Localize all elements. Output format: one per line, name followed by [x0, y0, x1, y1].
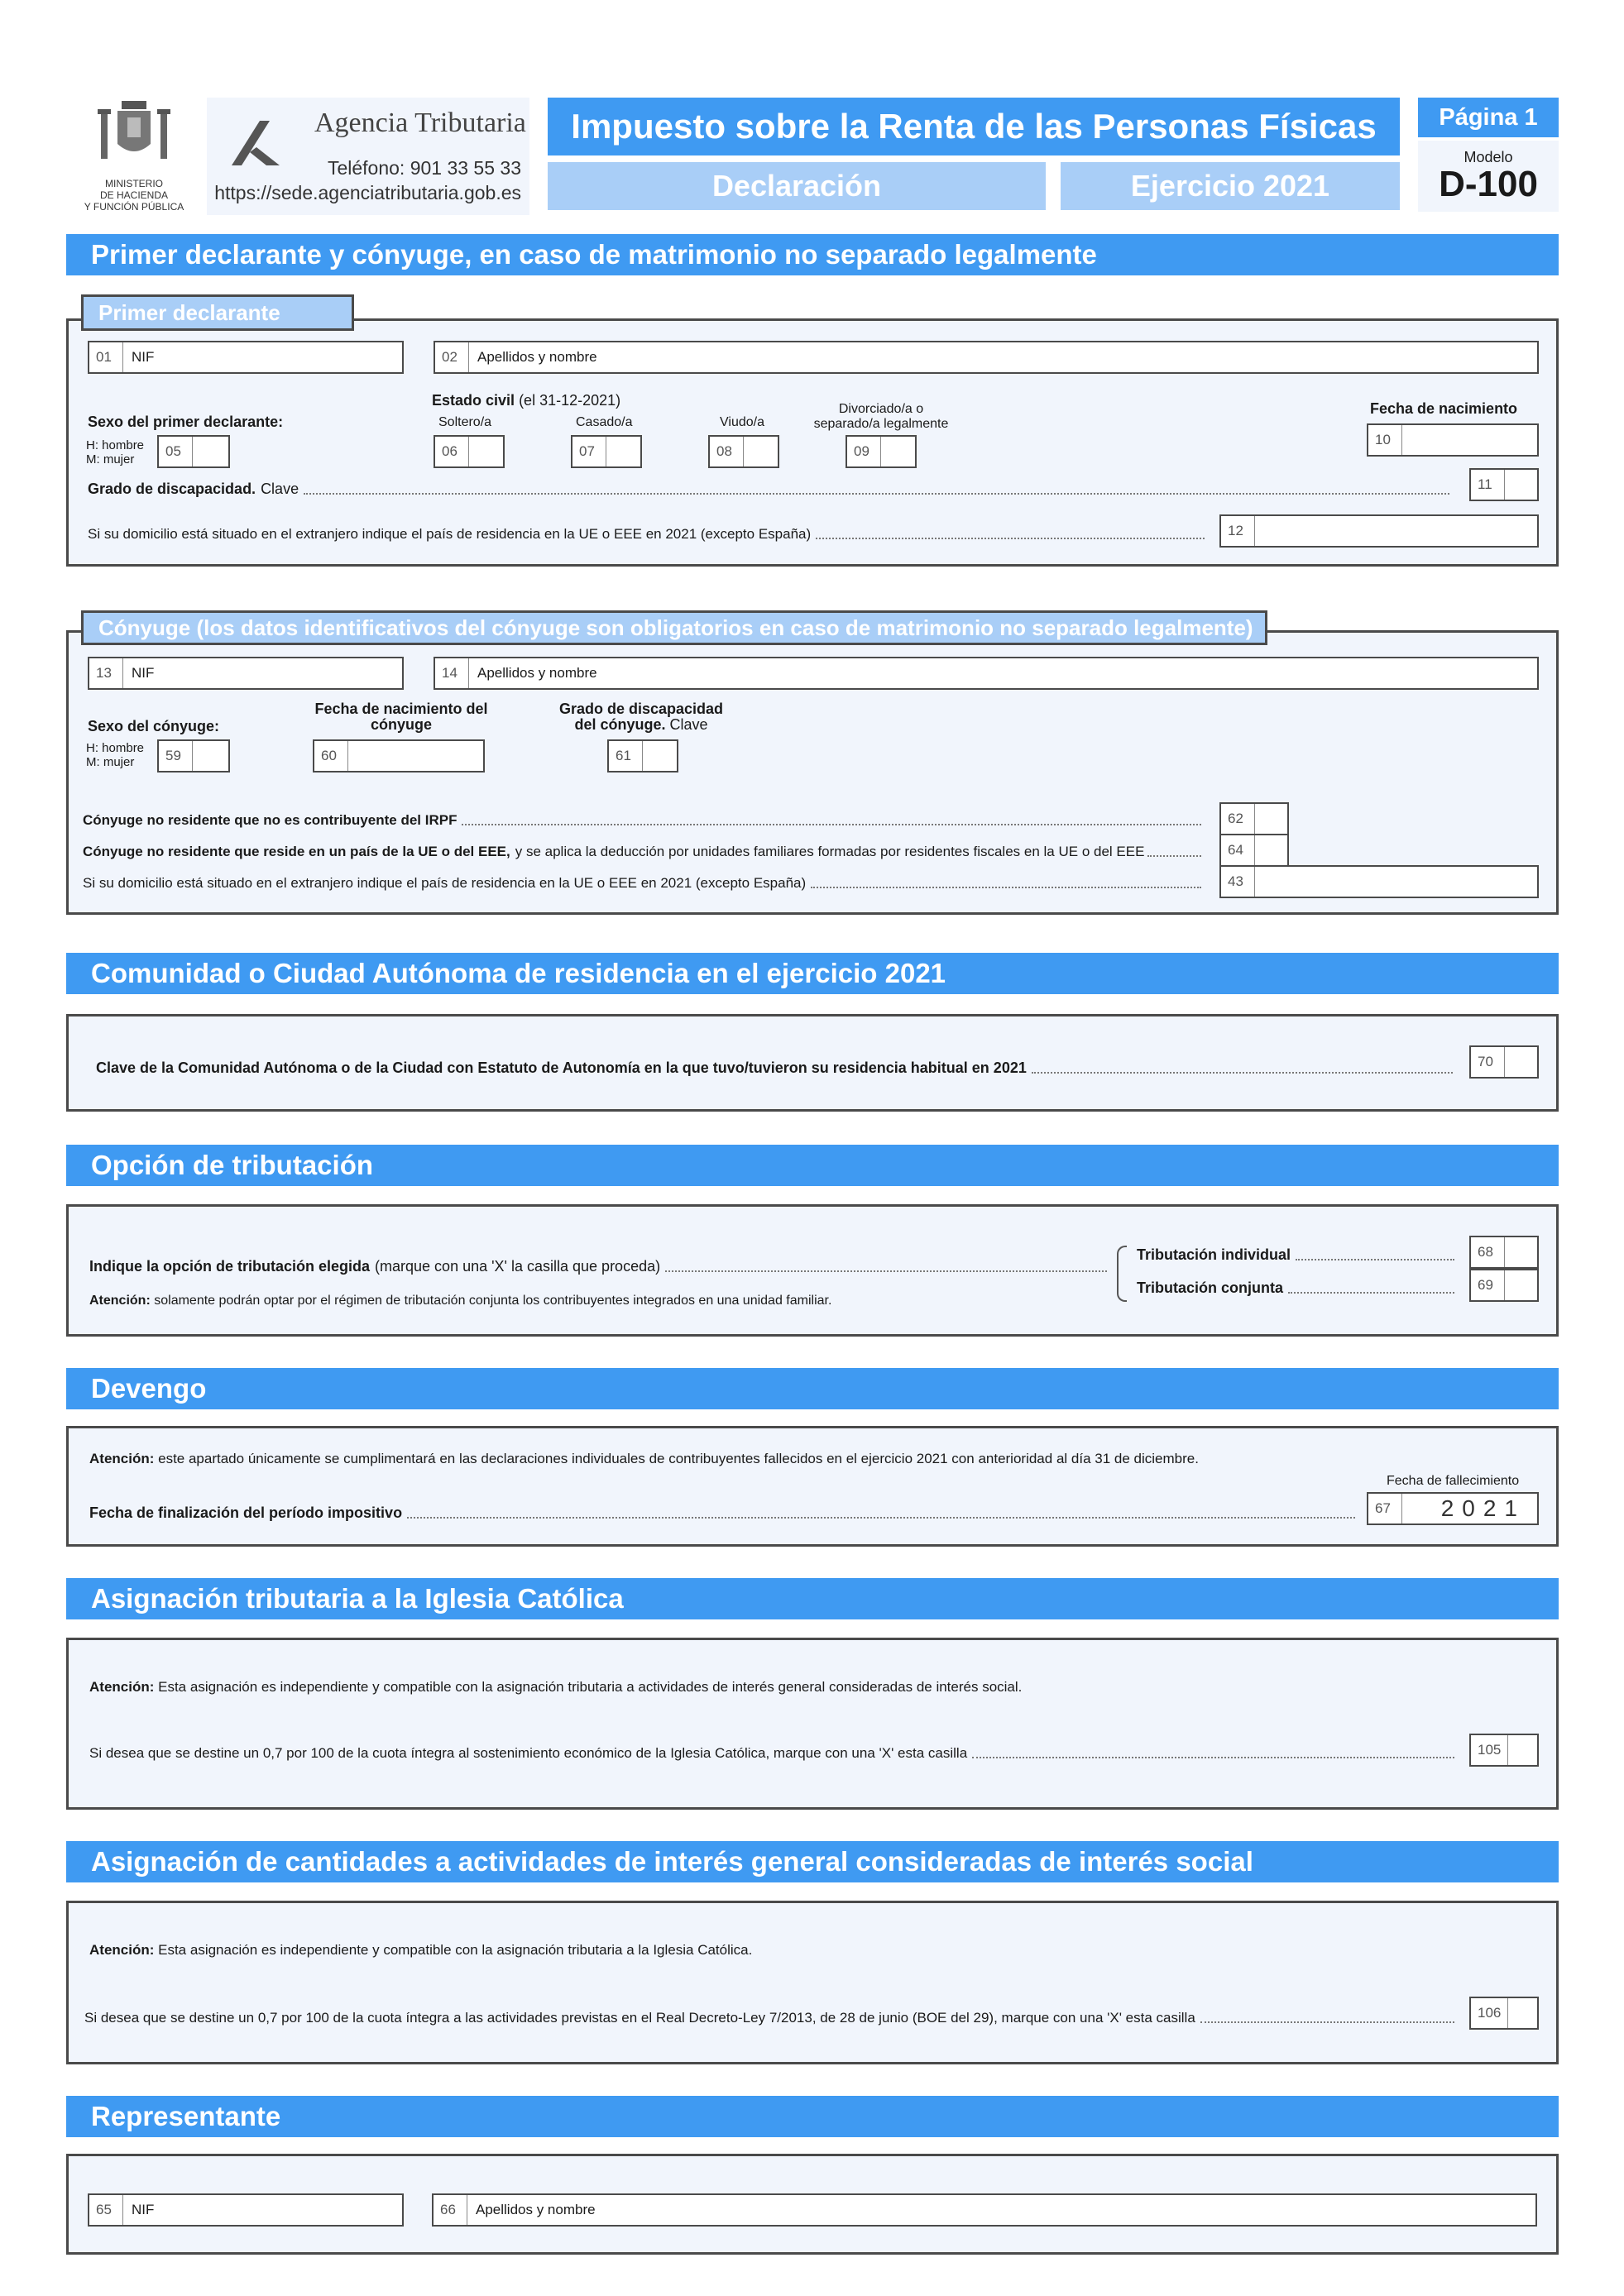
estado-civil-label	[432, 392, 620, 409]
field-number: 07	[572, 437, 606, 466]
atencion-text: solamente podrán optar por el régimen de tributación conjunta los contribuyentes integrados en una unidad familiar.	[154, 1294, 832, 1308]
conjunta-label: Tributación conjunta	[1137, 1280, 1284, 1296]
leader-dots	[1296, 1259, 1454, 1260]
section-title-declarantes-text: Primer declarante y cónyuge, en caso de matrimonio no separado legalmente	[91, 239, 1097, 270]
finalizacion-label: Fecha de finalización del período impositivo	[89, 1504, 403, 1521]
field-59-sexo-conyuge[interactable]	[157, 739, 230, 773]
discapacidad-row	[88, 480, 1449, 498]
section-title-iglesia	[66, 1578, 1559, 1619]
divorciado-label	[811, 402, 951, 432]
field-08-viudo[interactable]	[708, 435, 779, 468]
field-66-apellidos-nombre-representante[interactable]	[432, 2193, 1537, 2227]
extranjero-row-conyuge	[83, 873, 1201, 892]
conjunta-row	[1137, 1279, 1454, 1297]
brace-icon	[1117, 1246, 1127, 1302]
ue-label-rest: y se aplica la deducción por unidades familiares formadas por residentes fiscales en la UE o del EEE	[515, 844, 1145, 859]
atencion-text: este apartado únicamente se cumplimentará en las declaraciones individuales de contribuyentes fallecidos en el ejercicio 2021 con anterioridad al día 31 de diciembre.	[158, 1451, 1199, 1466]
section-title-opcion	[66, 1145, 1559, 1186]
field-13-nif-conyuge[interactable]	[88, 657, 404, 690]
page-label: Página 1	[1439, 103, 1538, 131]
tab-primer-declarante	[81, 294, 354, 331]
model-box	[1418, 141, 1559, 212]
fecha-nac-line2: cónyuge	[370, 716, 432, 733]
estado-civil-date: (el 31-12-2021)	[519, 392, 621, 409]
sexo-m: M: mujer	[86, 755, 135, 769]
field-value: 2021	[1440, 1495, 1526, 1521]
field-number: 59	[159, 741, 193, 771]
field-number: 66	[434, 2195, 467, 2225]
field-number: 05	[159, 437, 193, 466]
leader-dots	[816, 538, 1205, 539]
section-title-representante	[66, 2096, 1559, 2137]
field-label: NIF	[132, 349, 155, 365]
discapacidad-clave: Clave	[261, 481, 299, 497]
field-number: 67	[1368, 1494, 1402, 1523]
field-number: 69	[1471, 1270, 1505, 1300]
interes-social-row	[84, 2008, 1454, 2026]
field-64-ue[interactable]	[1219, 834, 1289, 867]
field-12-pais-residencia[interactable]	[1219, 514, 1539, 548]
ministry-line1: MINISTERIO	[104, 178, 163, 189]
leader-dots	[811, 887, 1201, 888]
extranjero-label: Si su domicilio está situado en el extranjero indique el país de residencia en la UE o EEE en 2021 (excepto España)	[88, 526, 812, 542]
agency-url[interactable]: https://sede.agenciatributaria.gob.es	[214, 182, 521, 203]
no-residente-label: Cónyuge no residente que no es contribuyente del IRPF	[83, 812, 457, 828]
field-09-divorciado[interactable]	[846, 435, 917, 468]
iglesia-atencion	[89, 1679, 1022, 1696]
leader-dots	[1288, 1292, 1454, 1294]
panel-interes-social	[66, 1901, 1559, 2064]
field-number: 61	[609, 741, 643, 771]
field-62-no-residente[interactable]	[1219, 802, 1289, 835]
form-subtitle-text: Declaración	[711, 169, 882, 203]
field-01-nif[interactable]	[88, 341, 404, 374]
sexo-conyuge-label: Sexo del cónyuge:	[88, 718, 220, 734]
field-number: 64	[1221, 835, 1255, 865]
model-code: D-100	[1439, 164, 1538, 204]
field-61-discapacidad-conyuge[interactable]	[607, 739, 678, 773]
leader-dots	[462, 824, 1201, 825]
section-title-devengo	[66, 1368, 1559, 1409]
discap-line2-clave: Clave	[669, 716, 708, 733]
extranjero-row-primer	[88, 524, 1205, 543]
field-number: 70	[1471, 1047, 1505, 1077]
field-label: NIF	[132, 2202, 155, 2217]
field-60-fecha-nacimiento-conyuge[interactable]	[313, 739, 485, 773]
form-title-text: Impuesto sobre la Renta de las Personas Físicas	[571, 107, 1377, 146]
ue-label-bold: Cónyuge no residente que reside en un país de la UE o del EEE,	[83, 844, 510, 859]
discap-line1: Grado de discapacidad	[558, 701, 724, 717]
iglesia-label: Si desea que se destine un 0,7 por 100 de la cuota íntegra al sostenimiento económico de la Iglesia Católica, marque con una 'X' esta casilla	[89, 1745, 968, 1761]
model-label: Modelo	[1464, 149, 1513, 165]
field-05-sexo[interactable]	[157, 435, 230, 468]
field-06-soltero[interactable]	[434, 435, 505, 468]
section-title-comunidad-text: Comunidad o Ciudad Autónoma de residencia en el ejercicio 2021	[91, 958, 946, 988]
casado-label: Casado/a	[576, 415, 633, 429]
section-title-comunidad	[66, 953, 1559, 994]
page-badge	[1418, 98, 1559, 137]
agency-logo-icon	[227, 114, 285, 172]
field-70-comunidad[interactable]	[1469, 1045, 1539, 1079]
comunidad-row	[96, 1059, 1453, 1077]
sexo-legend	[86, 438, 144, 466]
field-68-individual[interactable]	[1469, 1236, 1539, 1269]
fecha-nacimiento-conyuge-label	[290, 701, 513, 733]
agency-block	[207, 98, 529, 215]
field-number: 10	[1368, 425, 1402, 455]
field-label: Apellidos y nombre	[477, 349, 597, 365]
ministry-logo	[76, 98, 192, 213]
sexo-primer-label: Sexo del primer declarante:	[88, 414, 284, 430]
field-106-interes-social[interactable]	[1469, 1997, 1539, 2030]
viudo-label: Viudo/a	[720, 415, 764, 429]
field-number: 65	[89, 2195, 123, 2225]
field-number: 14	[435, 658, 469, 688]
field-02-apellidos-nombre[interactable]	[434, 341, 1539, 374]
individual-row	[1137, 1246, 1454, 1264]
field-number: 68	[1471, 1237, 1505, 1267]
no-residente-row	[83, 811, 1201, 829]
tab-conyuge	[81, 610, 1267, 645]
panel-iglesia	[66, 1638, 1559, 1810]
opcion-row	[89, 1257, 1107, 1275]
discapacidad-label: Grado de discapacidad.	[88, 481, 256, 497]
leader-dots	[665, 1270, 1107, 1272]
ministry-line3: Y FUNCIÓN PÚBLICA	[84, 201, 184, 213]
field-10-fecha-nacimiento[interactable]	[1367, 423, 1539, 457]
atencion-text: Esta asignación es independiente y compatible con la asignación tributaria a actividades de interés general consideradas de interés social.	[158, 1679, 1023, 1695]
opcion-atencion	[89, 1294, 831, 1308]
sexo-h: H: hombre	[86, 741, 145, 755]
atencion-label: Atención:	[89, 1942, 155, 1958]
discap-line2-bold: del cónyuge.	[574, 716, 666, 733]
section-title-declarantes	[66, 234, 1559, 275]
comunidad-label: Clave de la Comunidad Autónoma o de la Ciudad con Estatuto de Autonomía en la que tuvo/tuvieron su residencia habitual en 2021	[96, 1060, 1027, 1076]
field-number: 13	[89, 658, 123, 688]
section-title-interes-social	[66, 1841, 1559, 1882]
fecha-nacimiento-label: Fecha de nacimiento	[1370, 400, 1518, 417]
panel-devengo	[66, 1426, 1559, 1547]
atencion-label: Atención:	[89, 1294, 151, 1308]
iglesia-row	[89, 1744, 1454, 1762]
individual-label: Tributación individual	[1137, 1246, 1291, 1263]
field-11-discapacidad[interactable]	[1469, 468, 1539, 501]
fecha-nac-line1: Fecha de nacimiento del	[314, 701, 488, 717]
field-07-casado[interactable]	[571, 435, 642, 468]
field-43-pais-residencia-conyuge[interactable]	[1219, 865, 1539, 898]
form-title	[548, 98, 1400, 155]
field-number: 106	[1471, 1998, 1508, 2028]
field-number: 62	[1221, 804, 1255, 834]
field-number: 105	[1471, 1735, 1508, 1765]
leader-dots	[1200, 2021, 1454, 2023]
finalizacion-row	[89, 1504, 1355, 1522]
leader-dots	[304, 493, 1449, 495]
field-14-apellidos-nombre-conyuge[interactable]	[434, 657, 1539, 690]
sexo-m: M: mujer	[86, 452, 135, 466]
devengo-atencion	[89, 1451, 1199, 1467]
field-number: 11	[1471, 470, 1505, 500]
section-title-representante-text: Representante	[91, 2101, 281, 2131]
sexo-conyuge-legend	[86, 741, 144, 769]
field-number: 08	[710, 437, 744, 466]
section-title-iglesia-text: Asignación tributaria a la Iglesia Católica	[91, 1583, 624, 1614]
opcion-hint: (marque con una 'X' la casilla que proceda)	[375, 1258, 661, 1275]
ministry-line2: DE HACIENDA	[99, 189, 168, 201]
estado-civil-title: Estado civil	[432, 392, 515, 409]
field-number: 06	[435, 437, 469, 466]
field-label: Apellidos y nombre	[477, 665, 597, 681]
extranjero-label: Si su domicilio está situado en el extranjero indique el país de residencia en la UE o EEE en 2021 (excepto España)	[83, 875, 807, 891]
interes-social-atencion	[89, 1942, 752, 1959]
field-number: 60	[314, 741, 348, 771]
leader-dots	[407, 1517, 1355, 1519]
coat-of-arms-icon	[76, 98, 192, 172]
section-title-interes-social-text: Asignación de cantidades a actividades de interés general consideradas de interés social	[91, 1846, 1253, 1877]
leader-dots	[972, 1757, 1454, 1758]
ue-row	[83, 842, 1201, 860]
atencion-label: Atención:	[89, 1679, 155, 1695]
leader-dots	[1147, 855, 1201, 857]
field-number: 01	[89, 342, 123, 372]
agency-name: Agencia Tributaria	[314, 108, 526, 138]
section-title-opcion-text: Opción de tributación	[91, 1150, 374, 1180]
discapacidad-conyuge-label	[538, 701, 745, 733]
field-number: 09	[847, 437, 881, 466]
form-year	[1061, 162, 1400, 210]
field-65-nif-representante[interactable]	[88, 2193, 404, 2227]
fecha-fallecimiento-label: Fecha de fallecimiento	[1387, 1474, 1520, 1488]
field-105-iglesia[interactable]	[1469, 1734, 1539, 1767]
field-67-fecha-finalizacion[interactable]	[1367, 1492, 1539, 1525]
form-year-text: Ejercicio 2021	[1130, 169, 1330, 203]
atencion-text: Esta asignación es independiente y compatible con la asignación tributaria a la Iglesia Católica.	[158, 1942, 753, 1958]
atencion-label: Atención:	[89, 1451, 155, 1466]
form-subtitle	[548, 162, 1046, 210]
interes-social-label: Si desea que se destine un 0,7 por 100 de la cuota íntegra a las actividades previstas en el Real Decreto-Ley 7/2013, de 28 de junio (BOE del 29), marque con una 'X' esta casilla	[84, 2010, 1195, 2026]
tab-primer-declarante-text: Primer declarante	[98, 299, 280, 325]
divorciado-line1: Divorciado/a o	[838, 402, 924, 416]
agency-phone: Teléfono: 901 33 55 33	[327, 157, 521, 179]
leader-dots	[1032, 1072, 1453, 1074]
tab-conyuge-text: Cónyuge (los datos identificativos del cónyuge son obligatorios en caso de matrimonio no separado legalmente)	[98, 615, 1253, 640]
field-69-conjunta[interactable]	[1469, 1269, 1539, 1302]
field-label: Apellidos y nombre	[476, 2202, 596, 2217]
section-title-devengo-text: Devengo	[91, 1373, 207, 1404]
field-number: 02	[435, 342, 469, 372]
field-number: 43	[1221, 867, 1255, 897]
sexo-h: H: hombre	[86, 438, 145, 452]
divorciado-line2: separado/a legalmente	[813, 417, 949, 431]
field-number: 12	[1221, 516, 1255, 546]
field-label: NIF	[132, 665, 155, 681]
opcion-label: Indique la opción de tributación elegida	[89, 1258, 371, 1275]
soltero-label: Soltero/a	[438, 415, 492, 429]
